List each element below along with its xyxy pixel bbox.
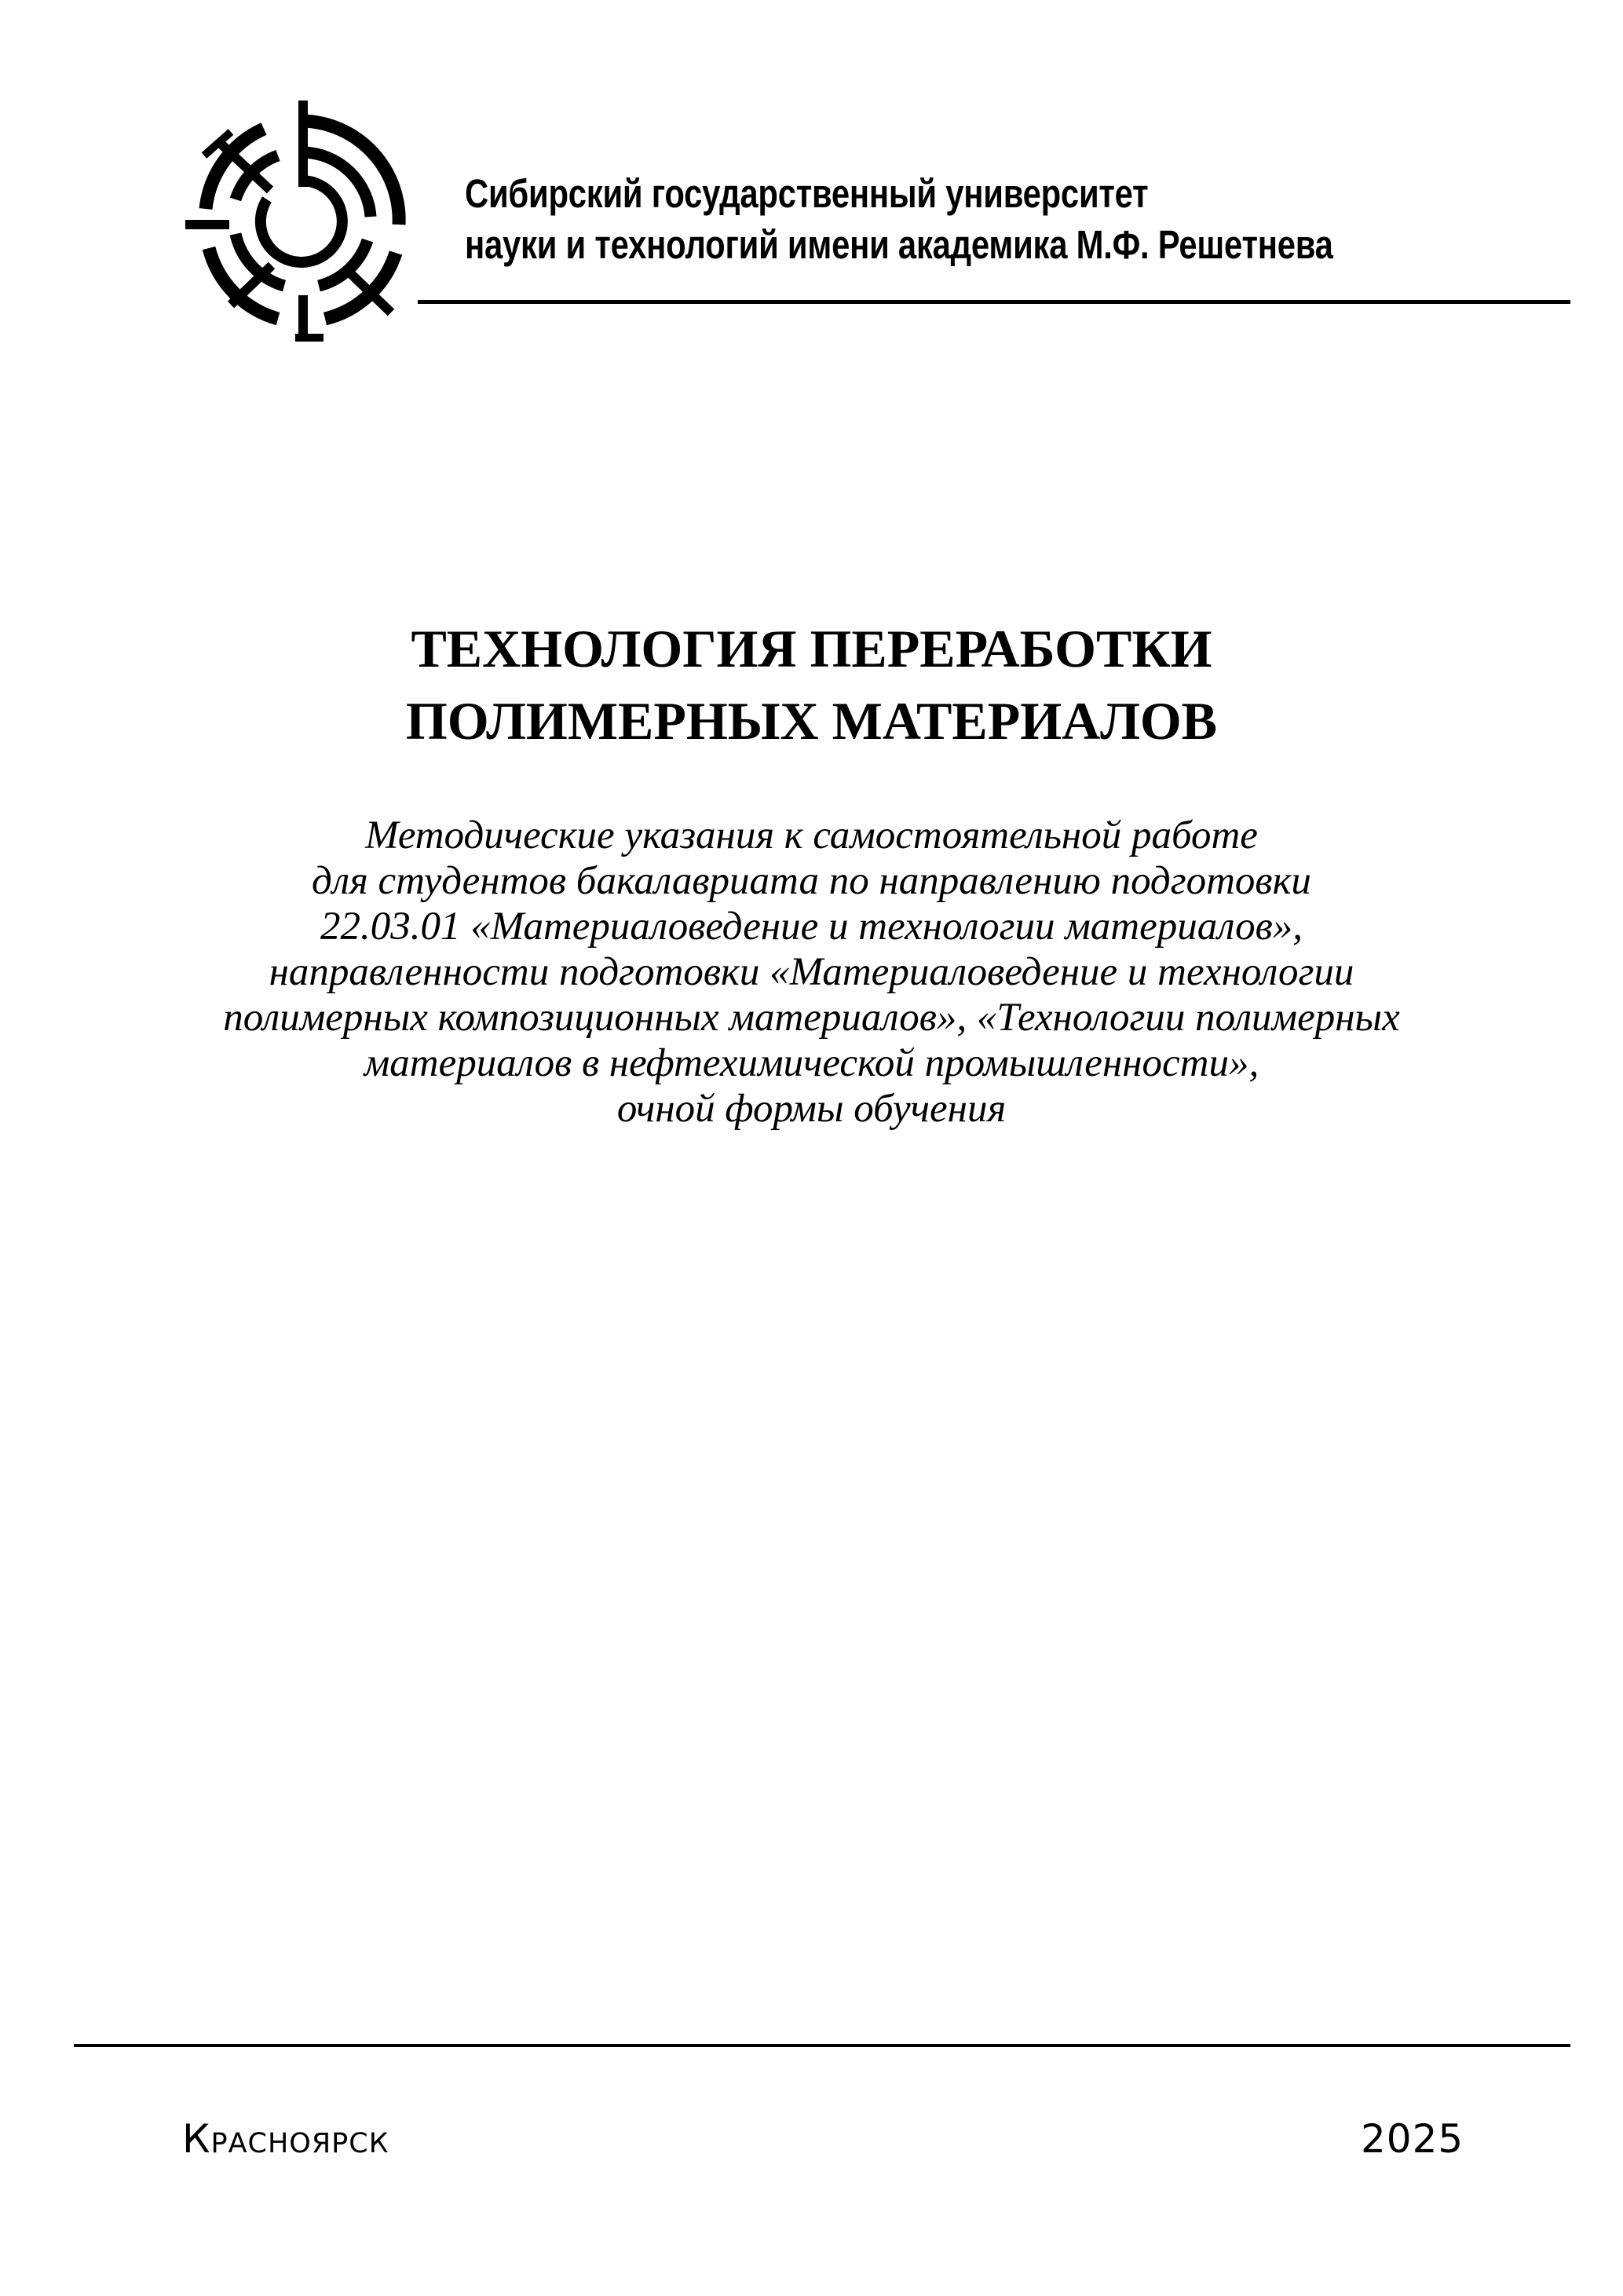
subtitle-line-5: полимерных композиционных материалов», «Технологии полимерных (223, 996, 1400, 1040)
subtitle-line-3: 22.03.01 «Материаловедение и технологии материалов», (320, 905, 1303, 949)
university-name-line-1: Сибирский государственный университет (465, 171, 1149, 216)
footer-divider (74, 2044, 1570, 2047)
publication-city: Красноярск (182, 2116, 389, 2162)
subtitle-line-7: очной формы обучения (616, 1087, 1007, 1131)
university-name-line-2: науки и технологий имени академика М.Ф. Решетнева (465, 222, 1333, 267)
university-name (465, 168, 1379, 270)
subtitle-line-6: материалов в нефтехимической промышленности», (364, 1041, 1259, 1085)
publication-year: 2025 (1361, 2116, 1464, 2162)
document-title (0, 612, 1623, 757)
document-title-line-2: ПОЛИМЕРНЫХ МАТЕРИАЛОВ (405, 691, 1218, 751)
document-subtitle (0, 813, 1623, 1132)
university-emblem-icon (185, 99, 421, 342)
document-title-line-1: ТЕХНОЛОГИЯ ПЕРЕРАБОТКИ (411, 619, 1212, 678)
header-divider (418, 300, 1570, 304)
subtitle-line-1: Методические указания к самостоятельной работе (365, 813, 1258, 857)
page-header (0, 0, 1623, 361)
subtitle-line-2: для студентов бакалавриата по направлению подготовки (312, 859, 1311, 903)
subtitle-line-4: направленности подготовки «Материаловедение и технологии (269, 950, 1354, 994)
